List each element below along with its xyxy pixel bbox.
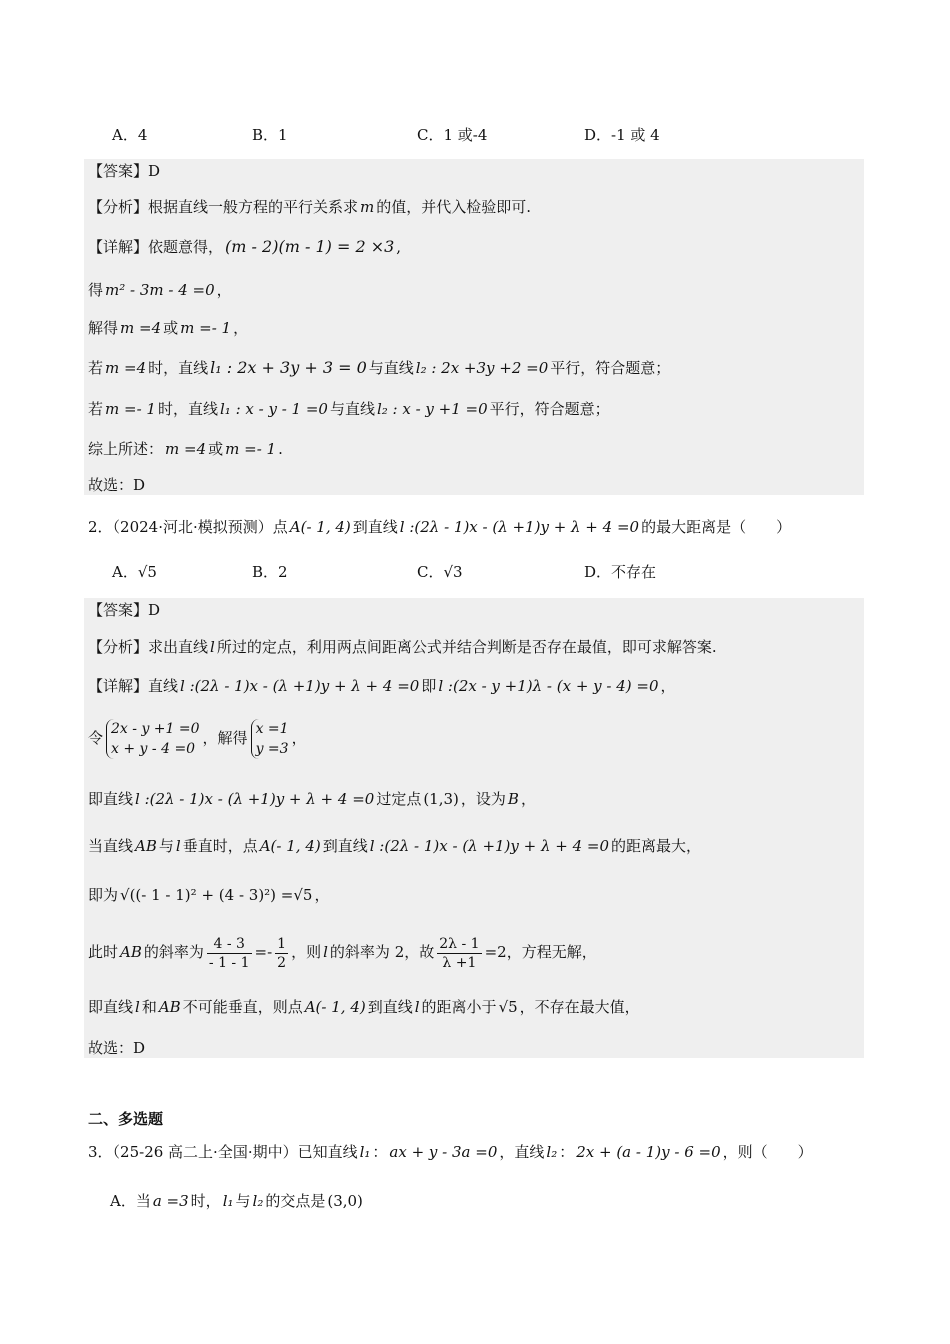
line-l1-name: l₁ (222, 1192, 234, 1210)
detail-tag: 【详解】 (88, 677, 149, 695)
text: 平行，符合题意； (550, 359, 671, 377)
text: 的最大距离是（ ） (641, 518, 792, 536)
q2-detail-line7 (88, 996, 640, 1018)
distance-equation: √((- 1 - 1)² + (4 - 3)²) =√5 (120, 886, 313, 904)
answer-value: D (148, 162, 161, 180)
equation-system-2 (251, 719, 289, 759)
equation: m =- 1 (225, 440, 277, 458)
text: 2．（2024·河北·模拟预测）点 (88, 518, 288, 536)
text: A．当 (110, 1192, 151, 1210)
equation: m =- 1 (105, 400, 156, 418)
q2-detail-line2 (88, 716, 307, 764)
text: 垂直时，点 (182, 837, 258, 855)
system-eq: 2x - y +1 =0 (111, 721, 200, 737)
line-l1-name: l₁ (359, 1143, 371, 1161)
equation: l :(2λ - 1)x - (λ +1)y + λ + 4 =0 (180, 677, 420, 695)
text: 时，直线 (148, 359, 209, 377)
answer-value: D (148, 601, 161, 619)
text: 令 (88, 729, 104, 747)
equation: m =4 (105, 359, 147, 377)
text: 到直线 (352, 518, 398, 536)
math-m: m (360, 198, 375, 216)
text: ： (372, 1143, 388, 1161)
text: 时， (190, 1192, 221, 1210)
text: ，直线 (499, 1143, 545, 1161)
detail-end: , (396, 238, 402, 256)
text: ， (520, 790, 536, 808)
text: 到直线 (322, 837, 368, 855)
denominator: 2 (277, 954, 287, 971)
text: 到直线 (367, 998, 413, 1016)
line-l1-equation: l₁ : 2x + 3y + 3 = 0 (210, 358, 367, 377)
q1-option-a[interactable]: A．4 (112, 126, 148, 144)
text: . (278, 440, 283, 458)
text: 与 (158, 837, 174, 855)
q1-analysis-line (88, 196, 531, 218)
equation: l :(2λ - 1)x - (λ +1)y + λ + 4 =0 (369, 837, 610, 855)
q1-final: 故选：D (88, 476, 146, 494)
text: ， (314, 886, 330, 904)
text: ，解得 (202, 729, 248, 747)
text: 平行，符合题意； (489, 400, 610, 418)
q2-detail-line6 (88, 928, 597, 976)
equation: m =4 (120, 319, 162, 337)
q1-option-c[interactable]: C．1 或-4 (417, 126, 488, 144)
analysis-tag: 【分析】 (88, 638, 149, 656)
q1-option-b[interactable]: B．1 (252, 126, 288, 144)
q3-option-a[interactable] (110, 1190, 365, 1212)
fixed-point: (1,3) (423, 790, 459, 808)
q2-option-c[interactable]: C．√3 (417, 563, 463, 581)
q1-option-d[interactable]: D．-1 或 4 (584, 126, 660, 144)
q3-stem (88, 1141, 813, 1163)
analysis-text: 根据直线一般方程的平行关系求 (148, 198, 359, 216)
text: ，方程无解， (506, 943, 597, 961)
q2-analysis-line (88, 636, 717, 658)
text: 直线 (148, 677, 179, 695)
q1-line3 (88, 317, 248, 339)
numerator: 4 - 3 (207, 935, 252, 954)
denominator: - 1 - 1 (208, 954, 250, 971)
text: 得 (88, 281, 104, 299)
q2-option-b[interactable]: B．2 (252, 563, 288, 581)
text: 或 (208, 440, 224, 458)
line-l2-equation: l₂ : x - y +1 =0 (376, 400, 488, 418)
fraction (437, 935, 481, 972)
equation: a =3 (152, 1192, 189, 1210)
q1-options (112, 124, 852, 146)
text: ： (559, 1143, 575, 1161)
text: 的距离小于 (421, 998, 497, 1016)
text: 此时 (88, 943, 119, 961)
intersection-point: (3,0) (327, 1192, 363, 1210)
q2-detail-line1 (88, 675, 676, 697)
text: 与 (235, 1192, 251, 1210)
text: 或 (163, 319, 179, 337)
text: 若 (88, 359, 104, 377)
system-eq: x =1 (255, 721, 289, 737)
equation: m =4 (165, 440, 207, 458)
q2-option-d[interactable]: D．不存在 (584, 563, 657, 581)
text: 过定点 (376, 790, 422, 808)
text: 求出直线 (148, 638, 209, 656)
text: 即直线 (88, 998, 134, 1016)
math-l: l (210, 638, 215, 656)
detail-text: 依题意得， (148, 238, 224, 256)
math-l: l (175, 837, 181, 855)
q1-line4 (88, 357, 670, 379)
line-l2-name: l₂ (252, 1192, 264, 1210)
text: ，则 (291, 943, 322, 961)
numerator: 2λ - 1 (439, 935, 480, 952)
text: 的距离最大， (611, 837, 702, 855)
math-l: l (135, 998, 140, 1016)
system-eq: y =3 (255, 741, 289, 757)
fraction (207, 935, 252, 972)
text: 与直线 (368, 359, 414, 377)
analysis-text-end: 的值，并代入检验即可. (376, 198, 532, 216)
sqrt5: √5 (498, 998, 518, 1016)
q2-detail-line4 (88, 835, 701, 857)
text: 和 (141, 998, 157, 1016)
detail-tag: 【详解】 (88, 238, 149, 256)
line-l1-equation: ax + y - 3a =0 (389, 1143, 498, 1161)
line-l2-equation: 2x + (a - 1)y - 6 =0 (576, 1143, 721, 1161)
equation-system-1 (106, 719, 200, 759)
text: 综上所述： (88, 440, 164, 458)
equation: m² - 3m - 4 =0 (105, 281, 215, 299)
text: 即为 (88, 886, 119, 904)
q1-line6 (88, 438, 283, 460)
system-eq: x + y - 4 =0 (111, 741, 196, 757)
q2-final: 故选：D (88, 1039, 146, 1057)
line-l2-name: l₂ (546, 1143, 558, 1161)
point-a: A(- 1, 4) (289, 518, 351, 536)
line-l1-equation: l₁ : x - y - 1 =0 (219, 400, 328, 418)
text: ，设为 (460, 790, 506, 808)
text: 时，直线 (157, 400, 218, 418)
line-ab: AB (135, 837, 157, 855)
text: ， (291, 729, 307, 747)
text: 即直线 (88, 790, 134, 808)
q1-line2 (88, 279, 232, 301)
text: ， (216, 281, 232, 299)
q2-detail-line3 (88, 788, 536, 810)
fraction (275, 935, 288, 972)
q1-line5 (88, 398, 610, 420)
text: ，不存在最大值， (519, 998, 640, 1016)
q1-detail-line (88, 236, 401, 258)
text: 所过的定点，利用两点间距离公式并结合判断是否存在最值，即可求解答案. (216, 638, 717, 656)
equation: m =- 1 (180, 319, 232, 337)
line-l2-equation: l₂ : 2x +3y +2 =0 (415, 359, 549, 377)
text: ，则（ ） (722, 1143, 813, 1161)
point-a: A(- 1, 4) (304, 998, 366, 1016)
equation: l :(2x - y +1)λ - (x + y - 4) =0 (438, 677, 659, 695)
math-l: l (323, 943, 328, 961)
q2-option-a[interactable]: A．√5 (112, 563, 157, 581)
denominator: λ +1 (442, 954, 477, 971)
section-title: 二、多选题 (88, 1110, 164, 1128)
text: 与直线 (329, 400, 375, 418)
point-a: A(- 1, 4) (259, 837, 321, 855)
q2-answer-line (88, 599, 160, 621)
text: 的斜率为 2，故 (329, 943, 435, 961)
text: =- (254, 943, 273, 961)
q2-options (112, 561, 852, 583)
line-ab: AB (120, 943, 142, 961)
text: ， (233, 319, 249, 337)
text: ， (660, 677, 676, 695)
text: 3．（25-26 高二上·全国·期中）已知直线 (88, 1143, 358, 1161)
text: 解得 (88, 319, 119, 337)
numerator: 1 (277, 935, 287, 952)
q2-detail-line5 (88, 884, 330, 906)
text: 当直线 (88, 837, 134, 855)
q1-answer-line (88, 160, 160, 182)
math-l: l (414, 998, 420, 1016)
analysis-tag: 【分析】 (88, 198, 149, 216)
line-equation: l :(2λ - 1)x - (λ +1)y + λ + 4 =0 (399, 518, 640, 536)
text: 的交点是 (265, 1192, 326, 1210)
text: 的斜率为 (143, 943, 204, 961)
detail-equation: (m - 2)(m - 1) = 2 ×3 (225, 237, 395, 256)
equation: l :(2λ - 1)x - (λ +1)y + λ + 4 =0 (135, 790, 375, 808)
q2-solution-block (84, 598, 864, 1058)
answer-tag: 【答案】 (88, 162, 149, 180)
answer-tag: 【答案】 (88, 601, 149, 619)
q2-stem (88, 516, 791, 538)
text: 若 (88, 400, 104, 418)
text: 不可能垂直，则点 (182, 998, 303, 1016)
text: 即 (421, 677, 437, 695)
line-ab: AB (158, 998, 181, 1016)
point-b: B (507, 790, 519, 808)
text: =2 (484, 943, 507, 961)
